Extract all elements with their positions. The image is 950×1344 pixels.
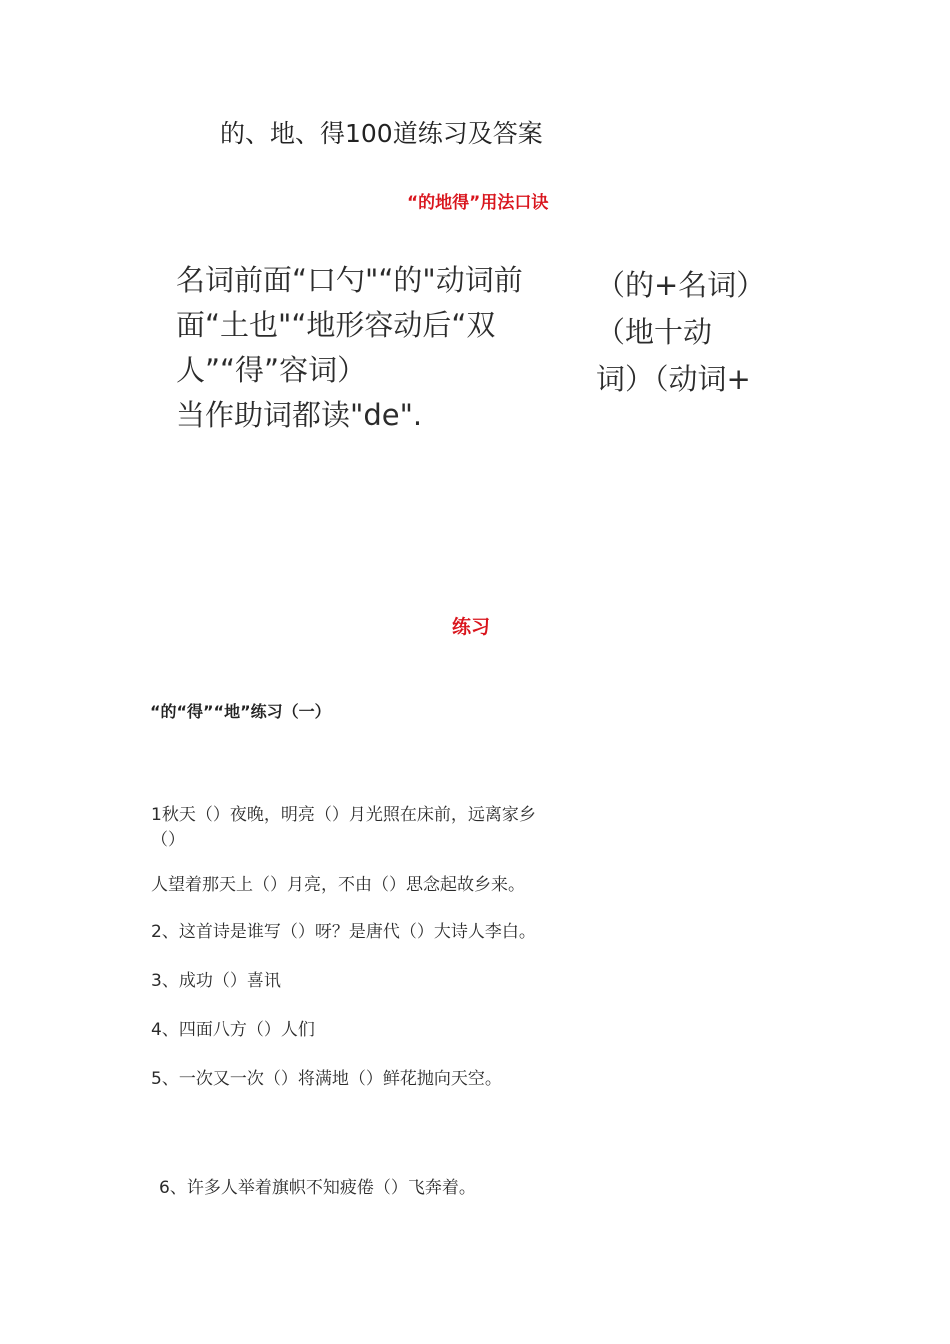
mnemonic-line: 当作助词都读"de". [176,398,423,432]
exercise-item: （） [151,830,185,850]
mnemonic-line: 人”“得”容词） [176,353,367,387]
exercise-item: 人望着那天上（）月亮，不由（）思念起故乡来。 [151,875,525,895]
document-title: 的、地、得100道练习及答案 [220,119,543,148]
exercise-item: 4、四面八方（）人们 [151,1020,315,1040]
mnemonic-subtitle: “的地得”用法口诀 [407,193,549,213]
mnemonic-line: 面“土也"“地形容动后“双 [176,308,496,342]
exercise-item: 5、一次又一次（）将满地（）鲜花抛向天空。 [151,1069,502,1089]
section-heading: 练习 [452,616,491,638]
mnemonic-line: 名词前面“口勺"“的"动词前 [176,263,523,297]
exercise-item: 3、成功（）喜讯 [151,971,281,991]
mnemonic-side-line: （的+名词） [596,268,766,302]
exercise-heading: “的“得”“地”练习（一） [150,702,331,721]
exercise-item: 6、许多人举着旗帜不知疲倦（）飞奔着。 [159,1178,476,1198]
exercise-item: 1秋天（）夜晚，明亮（）月光照在床前，远离家乡 [151,805,536,825]
exercise-item: 2、这首诗是谁写（）呀？是唐代（）大诗人李白。 [151,922,536,942]
mnemonic-side-block [596,262,765,403]
mnemonic-block [176,258,523,438]
mnemonic-side-line: 词）（动词+ [596,362,751,396]
mnemonic-side-line: （地十动 [596,315,713,349]
